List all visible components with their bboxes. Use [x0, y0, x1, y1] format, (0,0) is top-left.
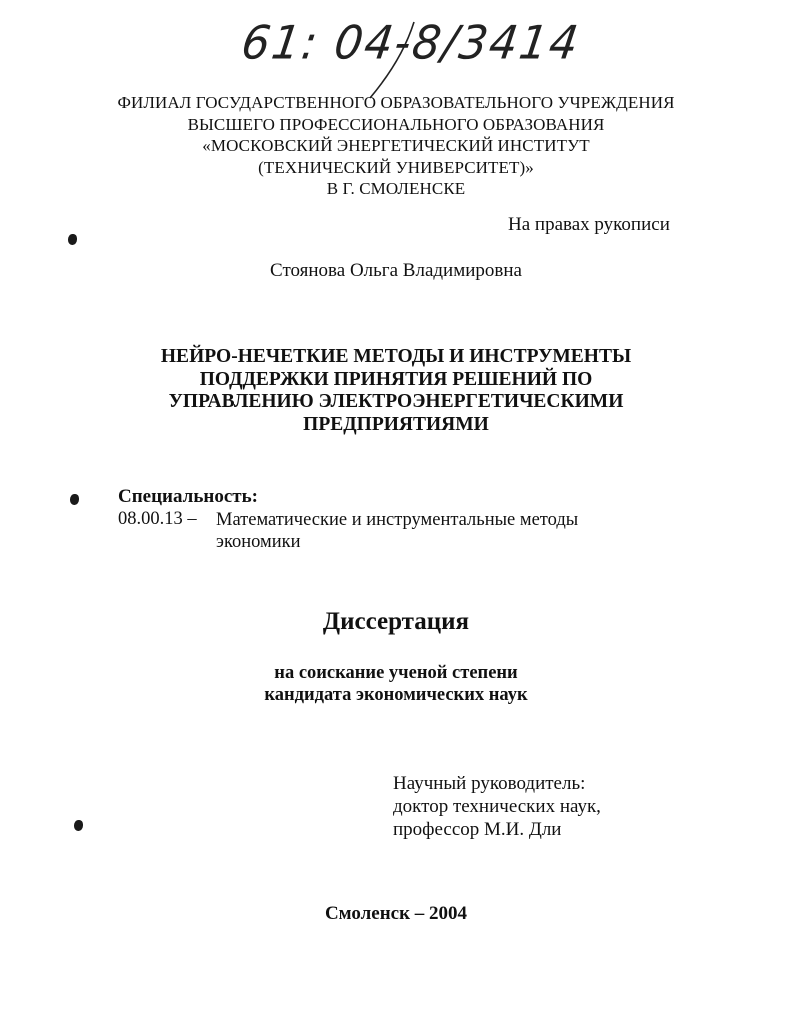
binding-hole-mark — [70, 494, 79, 505]
specialty-name-line: экономики — [216, 532, 301, 552]
binding-hole-mark — [74, 820, 83, 831]
advisor-line: профессор М.И. Дли — [393, 819, 562, 840]
institution-line: ФИЛИАЛ ГОСУДАРСТВЕННОГО ОБРАЗОВАТЕЛЬНОГО УЧРЕЖДЕНИЯ — [117, 93, 675, 112]
archive-stamp-text: 61: 04-8/3414 — [238, 16, 584, 71]
title-line: ПОДДЕРЖКИ ПРИНЯТИЯ РЕШЕНИЙ ПО — [199, 368, 593, 390]
specialty-name-line: Математические и инструментальные методы — [216, 510, 579, 530]
author-name: Стоянова Ольга Владимировна — [270, 260, 522, 281]
city-year: Смоленск – 2004 — [324, 903, 468, 924]
degree-line: на соискание ученой степени — [274, 663, 518, 683]
specialty-label: Специальность: — [118, 486, 258, 507]
manuscript-rights: На правах рукописи — [508, 214, 670, 235]
advisor-line: доктор технических наук, — [393, 796, 601, 817]
institution-line: (ТЕХНИЧЕСКИЙ УНИВЕРСИТЕТ)» — [258, 157, 534, 177]
degree-line: кандидата экономических наук — [264, 685, 528, 705]
archive-stamp — [232, 10, 584, 100]
institution-line: «МОСКОВСКИЙ ЭНЕРГЕТИЧЕСКИЙ ИНСТИТУТ — [202, 136, 590, 155]
title-line: НЕЙРО-НЕЧЕТКИЕ МЕТОДЫ И ИНСТРУМЕНТЫ — [160, 346, 632, 367]
dissertation-title — [0, 346, 792, 436]
title-line: УПРАВЛЕНИЮ ЭЛЕКТРОЭНЕРГЕТИЧЕСКИМИ — [168, 391, 624, 412]
binding-hole-mark — [68, 234, 77, 245]
scientific-advisor — [393, 772, 601, 841]
document-type: Диссертация — [322, 608, 470, 635]
degree-sought — [0, 662, 792, 706]
institution-header — [0, 92, 792, 200]
stamp-slash-icon — [232, 10, 522, 100]
institution-line: В Г. СМОЛЕНСКЕ — [326, 179, 466, 198]
institution-line: ВЫСШЕГО ПРОФЕССИОНАЛЬНОГО ОБРАЗОВАНИЯ — [187, 114, 605, 134]
specialty-code: 08.00.13 – — [118, 509, 197, 529]
title-line: ПРЕДПРИЯТИЯМИ — [303, 413, 489, 435]
specialty-name — [216, 509, 636, 553]
advisor-line: Научный руководитель: — [393, 773, 586, 794]
